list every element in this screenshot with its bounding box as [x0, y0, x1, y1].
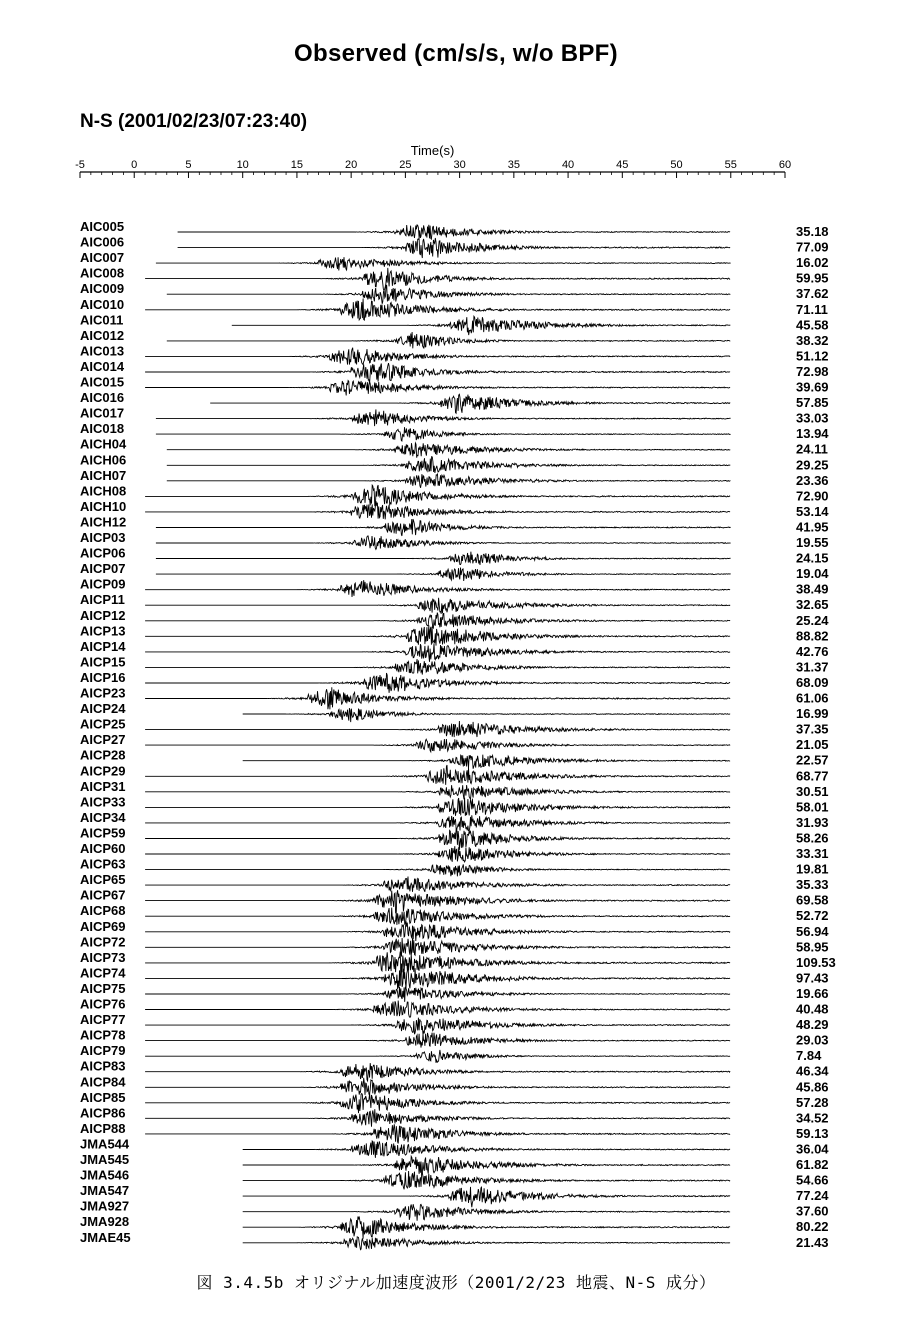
- station-trace-aicp25: [80, 717, 829, 738]
- station-trace-jma544: [80, 1136, 829, 1157]
- station-trace-aicp74: [80, 965, 829, 989]
- station-label: AICP31: [80, 778, 126, 794]
- station-trace-aicp29: [80, 763, 829, 785]
- station-label: AICP74: [80, 965, 126, 981]
- station-label: AICH10: [80, 498, 127, 514]
- x-tick-label: 45: [616, 159, 629, 171]
- station-trace-jma545: [80, 1152, 829, 1175]
- station-label: AICP84: [80, 1074, 126, 1090]
- station-label: JMA546: [80, 1167, 130, 1183]
- waveform-line: [156, 552, 731, 565]
- peak-value-label: 45.58: [796, 317, 829, 333]
- waveform-line: [145, 299, 730, 321]
- peak-value-label: 31.93: [796, 814, 829, 830]
- waveform-line: [243, 1141, 730, 1158]
- peak-value-label: 45.86: [796, 1079, 829, 1095]
- waveform-line: [243, 1156, 730, 1174]
- x-tick-label: 0: [131, 159, 138, 171]
- waveform-line: [145, 348, 730, 365]
- x-tick-label: 20: [345, 159, 358, 171]
- station-label: AICP79: [80, 1043, 126, 1059]
- station-label: AIC010: [80, 296, 125, 312]
- peak-value-label: 77.24: [796, 1188, 829, 1204]
- station-label: AICP12: [80, 607, 126, 623]
- station-label: AIC005: [80, 219, 125, 234]
- station-label: AIC017: [80, 405, 125, 421]
- station-label: AICP67: [80, 887, 126, 903]
- x-tick-label: 15: [290, 159, 304, 171]
- station-label: AICP07: [80, 561, 126, 577]
- station-trace-aic014: [80, 359, 829, 383]
- station-label: JMA544: [80, 1136, 130, 1152]
- station-trace-jma928: [80, 1214, 829, 1239]
- peak-value-label: 35.18: [796, 224, 829, 239]
- station-trace-aicp76: [80, 997, 829, 1018]
- peak-value-label: 52.72: [796, 908, 829, 924]
- station-label: AIC011: [80, 312, 124, 328]
- waveform-traces: [80, 219, 836, 1250]
- station-label: AIC018: [80, 421, 125, 437]
- station-label: AICP69: [80, 918, 126, 934]
- peak-value-label: 56.94: [796, 923, 829, 939]
- waveform-line: [156, 568, 731, 582]
- station-trace-aic010: [80, 297, 828, 320]
- station-trace-aicp77: [80, 1012, 829, 1035]
- waveform-line: [178, 238, 731, 258]
- peak-value-label: 19.04: [796, 566, 829, 582]
- waveform-line: [145, 739, 730, 752]
- peak-value-label: 16.02: [796, 255, 829, 271]
- peak-value-label: 29.03: [796, 1032, 829, 1048]
- peak-value-label: 57.85: [796, 395, 829, 411]
- station-trace-aicp23: [80, 686, 829, 710]
- station-label: JMA545: [80, 1152, 130, 1167]
- station-label: AICP34: [80, 809, 126, 825]
- station-trace-aicp33: [80, 794, 829, 815]
- waveform-line: [243, 1237, 730, 1250]
- waveform-line: [145, 381, 730, 396]
- station-trace-aicp67: [80, 888, 829, 913]
- station-trace-aic012: [80, 328, 829, 348]
- peak-value-label: 57.28: [796, 1094, 829, 1110]
- waveform-line: [145, 1063, 730, 1081]
- x-tick-label: 35: [507, 159, 520, 171]
- station-trace-aic006: [80, 235, 829, 258]
- station-trace-aich04: [80, 437, 828, 458]
- station-trace-jma927: [80, 1199, 829, 1221]
- peak-value-label: 32.65: [796, 597, 829, 613]
- station-label: AICP23: [80, 685, 126, 701]
- peak-value-label: 22.57: [796, 752, 829, 768]
- station-trace-aicp60: [80, 841, 829, 862]
- peak-value-label: 37.35: [796, 721, 829, 737]
- station-trace-aicp13: [80, 623, 829, 645]
- station-label: AICP65: [80, 872, 126, 888]
- x-tick-label: 10: [236, 159, 249, 171]
- station-trace-aicp15: [80, 654, 829, 674]
- waveform-line: [243, 1187, 730, 1207]
- station-trace-aicp69: [80, 919, 829, 941]
- station-label: AICP59: [80, 825, 126, 841]
- x-tick-label: 55: [724, 159, 737, 171]
- peak-value-label: 36.04: [796, 1141, 829, 1157]
- station-label: AICP83: [80, 1058, 126, 1074]
- waveform-line: [145, 877, 730, 892]
- station-label: AIC014: [80, 358, 125, 374]
- station-trace-aic017: [80, 406, 829, 427]
- station-trace-aich07: [80, 468, 829, 488]
- peak-value-label: 54.66: [796, 1172, 829, 1188]
- station-trace-aic008: [80, 266, 829, 291]
- peak-value-label: 59.13: [796, 1125, 829, 1141]
- station-label: AICP63: [80, 856, 126, 872]
- station-label: AICP60: [80, 841, 126, 856]
- waveform-line: [145, 659, 730, 675]
- peak-value-label: 97.43: [796, 970, 829, 986]
- waveform-line: [145, 798, 730, 816]
- peak-value-label: 33.03: [796, 410, 829, 426]
- peak-value-label: 38.32: [796, 332, 829, 348]
- peak-value-label: 30.51: [796, 783, 829, 799]
- station-label: AICP88: [80, 1120, 126, 1136]
- station-trace-aicp28: [80, 748, 829, 769]
- waveform-line: [145, 268, 730, 291]
- waveform-line: [156, 536, 731, 550]
- station-trace-aic009: [80, 281, 829, 304]
- waveform-line: [145, 921, 730, 941]
- waveform-line: [145, 1109, 730, 1127]
- station-label: AIC009: [80, 281, 125, 297]
- station-trace-aicp68: [80, 903, 829, 925]
- station-label: AICP78: [80, 1027, 126, 1043]
- waveform-line: [210, 394, 730, 413]
- waveform-line: [145, 1018, 730, 1035]
- station-trace-aic013: [80, 343, 829, 364]
- station-trace-aicp12: [80, 608, 829, 628]
- peak-value-label: 25.24: [796, 612, 829, 628]
- station-trace-jma547: [80, 1183, 829, 1207]
- station-label: AICH06: [80, 452, 127, 468]
- station-label: AICP16: [80, 669, 126, 685]
- station-trace-aic011: [80, 312, 829, 335]
- peak-value-label: 68.77: [796, 768, 829, 784]
- waveform-line: [145, 363, 730, 383]
- station-trace-aicp85: [80, 1090, 829, 1113]
- station-label: AICP25: [80, 716, 126, 732]
- station-label: AICP15: [80, 654, 126, 670]
- peak-value-label: 61.06: [796, 690, 829, 706]
- peak-value-label: 48.29: [796, 1017, 829, 1033]
- peak-value-label: 58.95: [796, 939, 829, 955]
- waveform-line: [145, 829, 730, 850]
- peak-value-label: 109.53: [796, 954, 836, 970]
- peak-value-label: 39.69: [796, 379, 829, 395]
- waveform-line: [243, 755, 730, 769]
- station-label: AIC006: [80, 234, 125, 250]
- station-trace-aicp75: [80, 981, 829, 1002]
- waveform-line: [145, 1093, 730, 1113]
- x-axis-title: Time(s): [410, 143, 455, 158]
- waveform-line: [145, 987, 730, 1002]
- station-label: AIC008: [80, 265, 125, 281]
- station-label: AIC007: [80, 250, 125, 266]
- station-label: AIC012: [80, 327, 125, 343]
- station-label: AICP09: [80, 576, 126, 592]
- peak-value-label: 38.49: [796, 581, 829, 597]
- peak-value-label: 19.55: [796, 535, 829, 550]
- station-label: AICP77: [80, 1012, 126, 1028]
- station-trace-aic016: [80, 390, 829, 413]
- waveform-line: [145, 908, 730, 925]
- peak-value-label: 71.11: [796, 301, 828, 317]
- station-label: AICP28: [80, 747, 126, 763]
- station-trace-aicp84: [80, 1074, 829, 1095]
- waveform-line: [145, 1078, 730, 1095]
- station-label: AICP03: [80, 530, 126, 545]
- waveform-line: [145, 501, 730, 519]
- station-label: AICP27: [80, 732, 126, 748]
- station-trace-aic007: [80, 250, 829, 270]
- waveform-line: [145, 485, 730, 506]
- peak-value-label: 72.90: [796, 488, 829, 504]
- peak-value-label: 16.99: [796, 706, 829, 722]
- peak-value-label: 19.66: [796, 985, 829, 1001]
- station-trace-aicp59: [80, 825, 829, 849]
- x-tick-label: 50: [670, 159, 683, 171]
- waveform-line: [145, 721, 730, 737]
- peak-value-label: 21.05: [796, 737, 829, 753]
- peak-value-label: 24.15: [796, 550, 829, 566]
- station-label: AIC016: [80, 390, 125, 406]
- waveform-line: [167, 332, 731, 348]
- station-label: AICP72: [80, 934, 126, 950]
- waveform-line: [243, 708, 730, 722]
- peak-value-label: 88.82: [796, 628, 829, 644]
- station-label: AICP85: [80, 1089, 126, 1105]
- station-trace-aic018: [80, 421, 829, 441]
- peak-value-label: 23.36: [796, 472, 829, 488]
- station-trace-aicp11: [80, 592, 829, 614]
- peak-value-label: 24.11: [796, 441, 828, 457]
- x-axis-ticks: [75, 159, 791, 178]
- x-tick-label: 25: [399, 159, 412, 171]
- waveform-line: [145, 687, 730, 709]
- waveform-line: [145, 785, 730, 799]
- waveform-line: [167, 474, 731, 488]
- station-label: JMAE45: [80, 1229, 131, 1245]
- peak-value-label: 51.12: [796, 348, 829, 364]
- station-trace-aicp78: [80, 1028, 829, 1048]
- station-label: JMA547: [80, 1183, 130, 1199]
- chart-title: Observed (cm/s/s, w/o BPF): [294, 40, 618, 67]
- station-label: AICP13: [80, 623, 126, 639]
- x-tick-label: 40: [561, 159, 575, 171]
- station-label: AICP75: [80, 980, 126, 996]
- station-trace-aich10: [80, 499, 829, 519]
- station-label: AICH04: [80, 436, 127, 452]
- waveform-line: [145, 580, 730, 597]
- station-label: AIC013: [80, 343, 125, 359]
- station-trace-aicp09: [80, 577, 829, 597]
- peak-value-label: 68.09: [796, 674, 829, 690]
- waveform-line: [145, 1033, 730, 1048]
- waveform-line: [145, 598, 730, 614]
- station-label: AICP14: [80, 638, 126, 654]
- station-trace-aicp06: [80, 546, 829, 566]
- waveform-line: [145, 966, 730, 989]
- x-tick-label: 60: [778, 159, 792, 171]
- x-tick-label: -5: [75, 159, 85, 171]
- peak-value-label: 58.26: [796, 830, 829, 846]
- waveform-line: [145, 1050, 730, 1063]
- waveform-line: [167, 457, 731, 473]
- waveform-line: [232, 316, 731, 335]
- waveform-line: [156, 257, 731, 270]
- station-label: AICP33: [80, 794, 126, 810]
- peak-value-label: 40.48: [796, 1001, 829, 1017]
- waveform-line: [167, 443, 731, 458]
- station-label: JMA927: [80, 1198, 130, 1214]
- station-trace-aich08: [80, 483, 829, 506]
- peak-value-label: 7.84: [796, 1048, 822, 1064]
- component-subtitle: N-S (2001/02/23/07:23:40): [80, 111, 308, 132]
- station-label: AICP24: [80, 701, 126, 717]
- x-tick-label: 30: [453, 159, 466, 171]
- station-trace-aich06: [80, 452, 829, 473]
- station-trace-aicp31: [80, 779, 829, 800]
- station-trace-aicp03: [80, 530, 829, 550]
- station-label: AICP06: [80, 545, 126, 561]
- peak-value-label: 72.98: [796, 363, 829, 379]
- peak-value-label: 59.95: [796, 270, 829, 286]
- peak-value-label: 13.94: [796, 426, 829, 442]
- waveform-line: [145, 643, 730, 661]
- waveform-line: [145, 673, 730, 693]
- peak-value-label: 34.52: [796, 1110, 829, 1126]
- station-trace-aicp63: [80, 857, 829, 877]
- station-label: AICH07: [80, 467, 127, 483]
- waveform-line: [145, 765, 730, 785]
- station-trace-aic015: [80, 375, 829, 396]
- station-label: AICP11: [80, 592, 125, 608]
- peak-value-label: 37.62: [796, 286, 829, 302]
- station-label: AIC015: [80, 374, 125, 390]
- waveform-line: [156, 427, 731, 441]
- station-label: AICP68: [80, 903, 126, 919]
- station-trace-aic005: [80, 219, 829, 239]
- peak-value-label: 41.95: [796, 519, 829, 535]
- waveform-line: [145, 1001, 730, 1018]
- waveform-line: [178, 225, 731, 239]
- peak-value-label: 77.09: [796, 239, 829, 255]
- waveform-line: [145, 864, 730, 876]
- station-label: JMA928: [80, 1214, 130, 1230]
- x-tick-label: 5: [185, 159, 192, 171]
- peak-value-label: 37.60: [796, 1203, 829, 1219]
- peak-value-label: 69.58: [796, 892, 829, 908]
- waveform-line: [145, 815, 730, 831]
- peak-value-label: 61.82: [796, 1157, 829, 1172]
- waveform-line: [243, 1217, 730, 1239]
- station-trace-aicp07: [80, 561, 829, 581]
- figure-caption: 図 3.4.5b オリジナル加速度波形（2001/2/23 地震、N-S 成分）: [196, 1273, 716, 1292]
- station-trace-jmae45: [80, 1230, 829, 1250]
- station-trace-aicp79: [80, 1043, 822, 1063]
- station-trace-aicp73: [80, 950, 836, 973]
- station-label: AICP29: [80, 763, 126, 779]
- waveform-line: [243, 1204, 730, 1221]
- station-trace-aicp16: [80, 670, 829, 693]
- station-trace-aicp83: [80, 1059, 829, 1081]
- peak-value-label: 19.81: [796, 861, 829, 877]
- peak-value-label: 58.01: [796, 799, 829, 815]
- station-label: AICH12: [80, 514, 127, 530]
- waveform-line: [145, 846, 730, 862]
- station-trace-aicp72: [80, 934, 829, 956]
- station-trace-aicp24: [80, 701, 829, 722]
- station-trace-aicp88: [80, 1121, 829, 1144]
- station-label: AICP86: [80, 1105, 126, 1121]
- station-trace-aicp34: [80, 810, 829, 831]
- waveform-line: [145, 625, 730, 646]
- station-label: AICP76: [80, 996, 126, 1012]
- station-trace-aicp65: [80, 872, 829, 892]
- waveform-line: [243, 1171, 730, 1189]
- station-trace-aich12: [80, 514, 829, 536]
- station-trace-aicp86: [80, 1105, 829, 1126]
- waveform-line: [167, 285, 731, 304]
- waveform-line: [145, 938, 730, 957]
- waveform-line: [145, 952, 730, 973]
- peak-value-label: 42.76: [796, 643, 829, 659]
- waveform-line: [156, 519, 731, 536]
- station-trace-jma546: [80, 1168, 829, 1190]
- peak-value-label: 80.22: [796, 1219, 829, 1235]
- peak-value-label: 35.33: [796, 877, 829, 893]
- peak-value-label: 31.37: [796, 659, 829, 675]
- waveform-line: [145, 890, 730, 913]
- waveform-line: [145, 1124, 730, 1143]
- peak-value-label: 21.43: [796, 1234, 829, 1250]
- station-label: AICP73: [80, 949, 126, 965]
- peak-value-label: 46.34: [796, 1063, 829, 1079]
- waveform-line: [145, 613, 730, 629]
- waveform-line: [156, 409, 731, 426]
- station-label: AICH08: [80, 483, 127, 499]
- peak-value-label: 33.31: [796, 846, 829, 861]
- peak-value-label: 53.14: [796, 503, 829, 519]
- peak-value-label: 29.25: [796, 457, 829, 473]
